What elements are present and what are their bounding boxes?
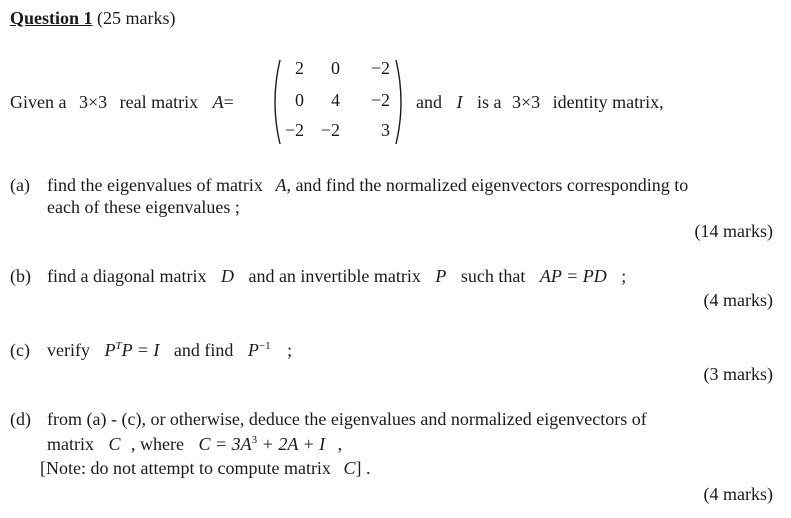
part-b-label: (b) — [10, 266, 31, 286]
inverse-sup: −1 — [258, 340, 271, 352]
matrix-cell: 2 — [295, 58, 304, 78]
real-matrix-text: real matrix — [119, 92, 199, 112]
part-d-note — [40, 458, 370, 479]
part-d-line2 — [47, 434, 342, 455]
var-p-inverse: P — [247, 340, 259, 360]
equation-c-part1: = 3A — [215, 434, 252, 454]
and-text: and — [416, 92, 442, 112]
cube-sup: 3 — [251, 434, 258, 446]
var-d: D — [220, 266, 234, 286]
part-a-marks: (14 marks) — [694, 221, 773, 241]
identity-text: identity matrix, — [552, 92, 664, 112]
var-p: P — [104, 340, 116, 360]
comma: , — [337, 434, 343, 454]
part-b-semicolon: ; — [621, 266, 627, 286]
part-c-semicolon: ; — [287, 340, 293, 360]
part-b-marks: (4 marks) — [703, 290, 773, 310]
part-b-text-2: and an invertible matrix — [248, 266, 421, 286]
part-c-line — [47, 340, 292, 361]
note-var-c: C — [343, 458, 356, 478]
matrix-cell: 3 — [381, 120, 390, 140]
transpose-sup: T — [115, 340, 122, 352]
part-c-label: (c) — [10, 340, 30, 360]
var-p: P — [435, 266, 447, 286]
given-prefix — [10, 92, 234, 113]
equation-c-part2: + 2A + I — [261, 434, 326, 454]
equation-c-var: C — [198, 434, 211, 454]
part-d-label: (d) — [10, 409, 31, 429]
question-header — [10, 8, 176, 29]
part-c-marks: (3 marks) — [703, 364, 773, 384]
part-d-line1: from (a) - (c), or otherwise, deduce the eigenvalues and normalized eigenvectors of — [47, 409, 647, 429]
note-end: ] . — [355, 458, 371, 478]
part-c-text-1: verify — [47, 340, 90, 360]
matrix-cell: −2 — [284, 120, 304, 140]
part-b-line — [47, 266, 626, 287]
note-text: [Note: do not attempt to compute matrix — [40, 458, 331, 478]
matrix-a — [268, 56, 408, 148]
matrix-cell: −2 — [370, 58, 390, 78]
matrix-cell: 0 — [331, 58, 340, 78]
given-suffix — [416, 92, 664, 113]
where-text: , where — [131, 434, 184, 454]
part-a-text-2: , and find the normalized eigenvectors corresponding to — [286, 175, 689, 195]
part-c-text-2: and find — [173, 340, 234, 360]
part-a-line1 — [47, 175, 688, 196]
part-a-text: find the eigenvalues of matrix — [47, 175, 263, 195]
part-d-marks: (4 marks) — [703, 484, 773, 504]
question-title: Question 1 — [10, 8, 93, 28]
part-b-text-1: find a diagonal matrix — [47, 266, 207, 286]
matrix-cell: 4 — [331, 90, 340, 110]
equation-ptp: P = I — [121, 340, 160, 360]
matrix-cell: −2 — [320, 120, 340, 140]
var-c: C — [108, 434, 121, 454]
matrix-a-label: A — [212, 92, 224, 112]
part-b-text-3: such that — [460, 266, 526, 286]
question-total-marks: (25 marks) — [97, 8, 176, 28]
part-a-label: (a) — [10, 175, 30, 195]
part-a-line2: each of these eigenvalues ; — [47, 197, 240, 217]
identity-label: I — [456, 92, 463, 112]
is-a-text: is a — [477, 92, 502, 112]
dims-text-2: 3×3 — [512, 92, 541, 112]
var-a: A — [275, 175, 287, 195]
equals-sign: = — [223, 92, 234, 112]
dims-text: 3×3 — [78, 92, 108, 112]
equation-ap-pd: AP = PD — [539, 266, 607, 286]
given-text: Given a — [10, 92, 67, 112]
matrix-cell: −2 — [370, 90, 390, 110]
matrix-cell: 0 — [295, 90, 304, 110]
part-d-matrix-text: matrix — [47, 434, 94, 454]
